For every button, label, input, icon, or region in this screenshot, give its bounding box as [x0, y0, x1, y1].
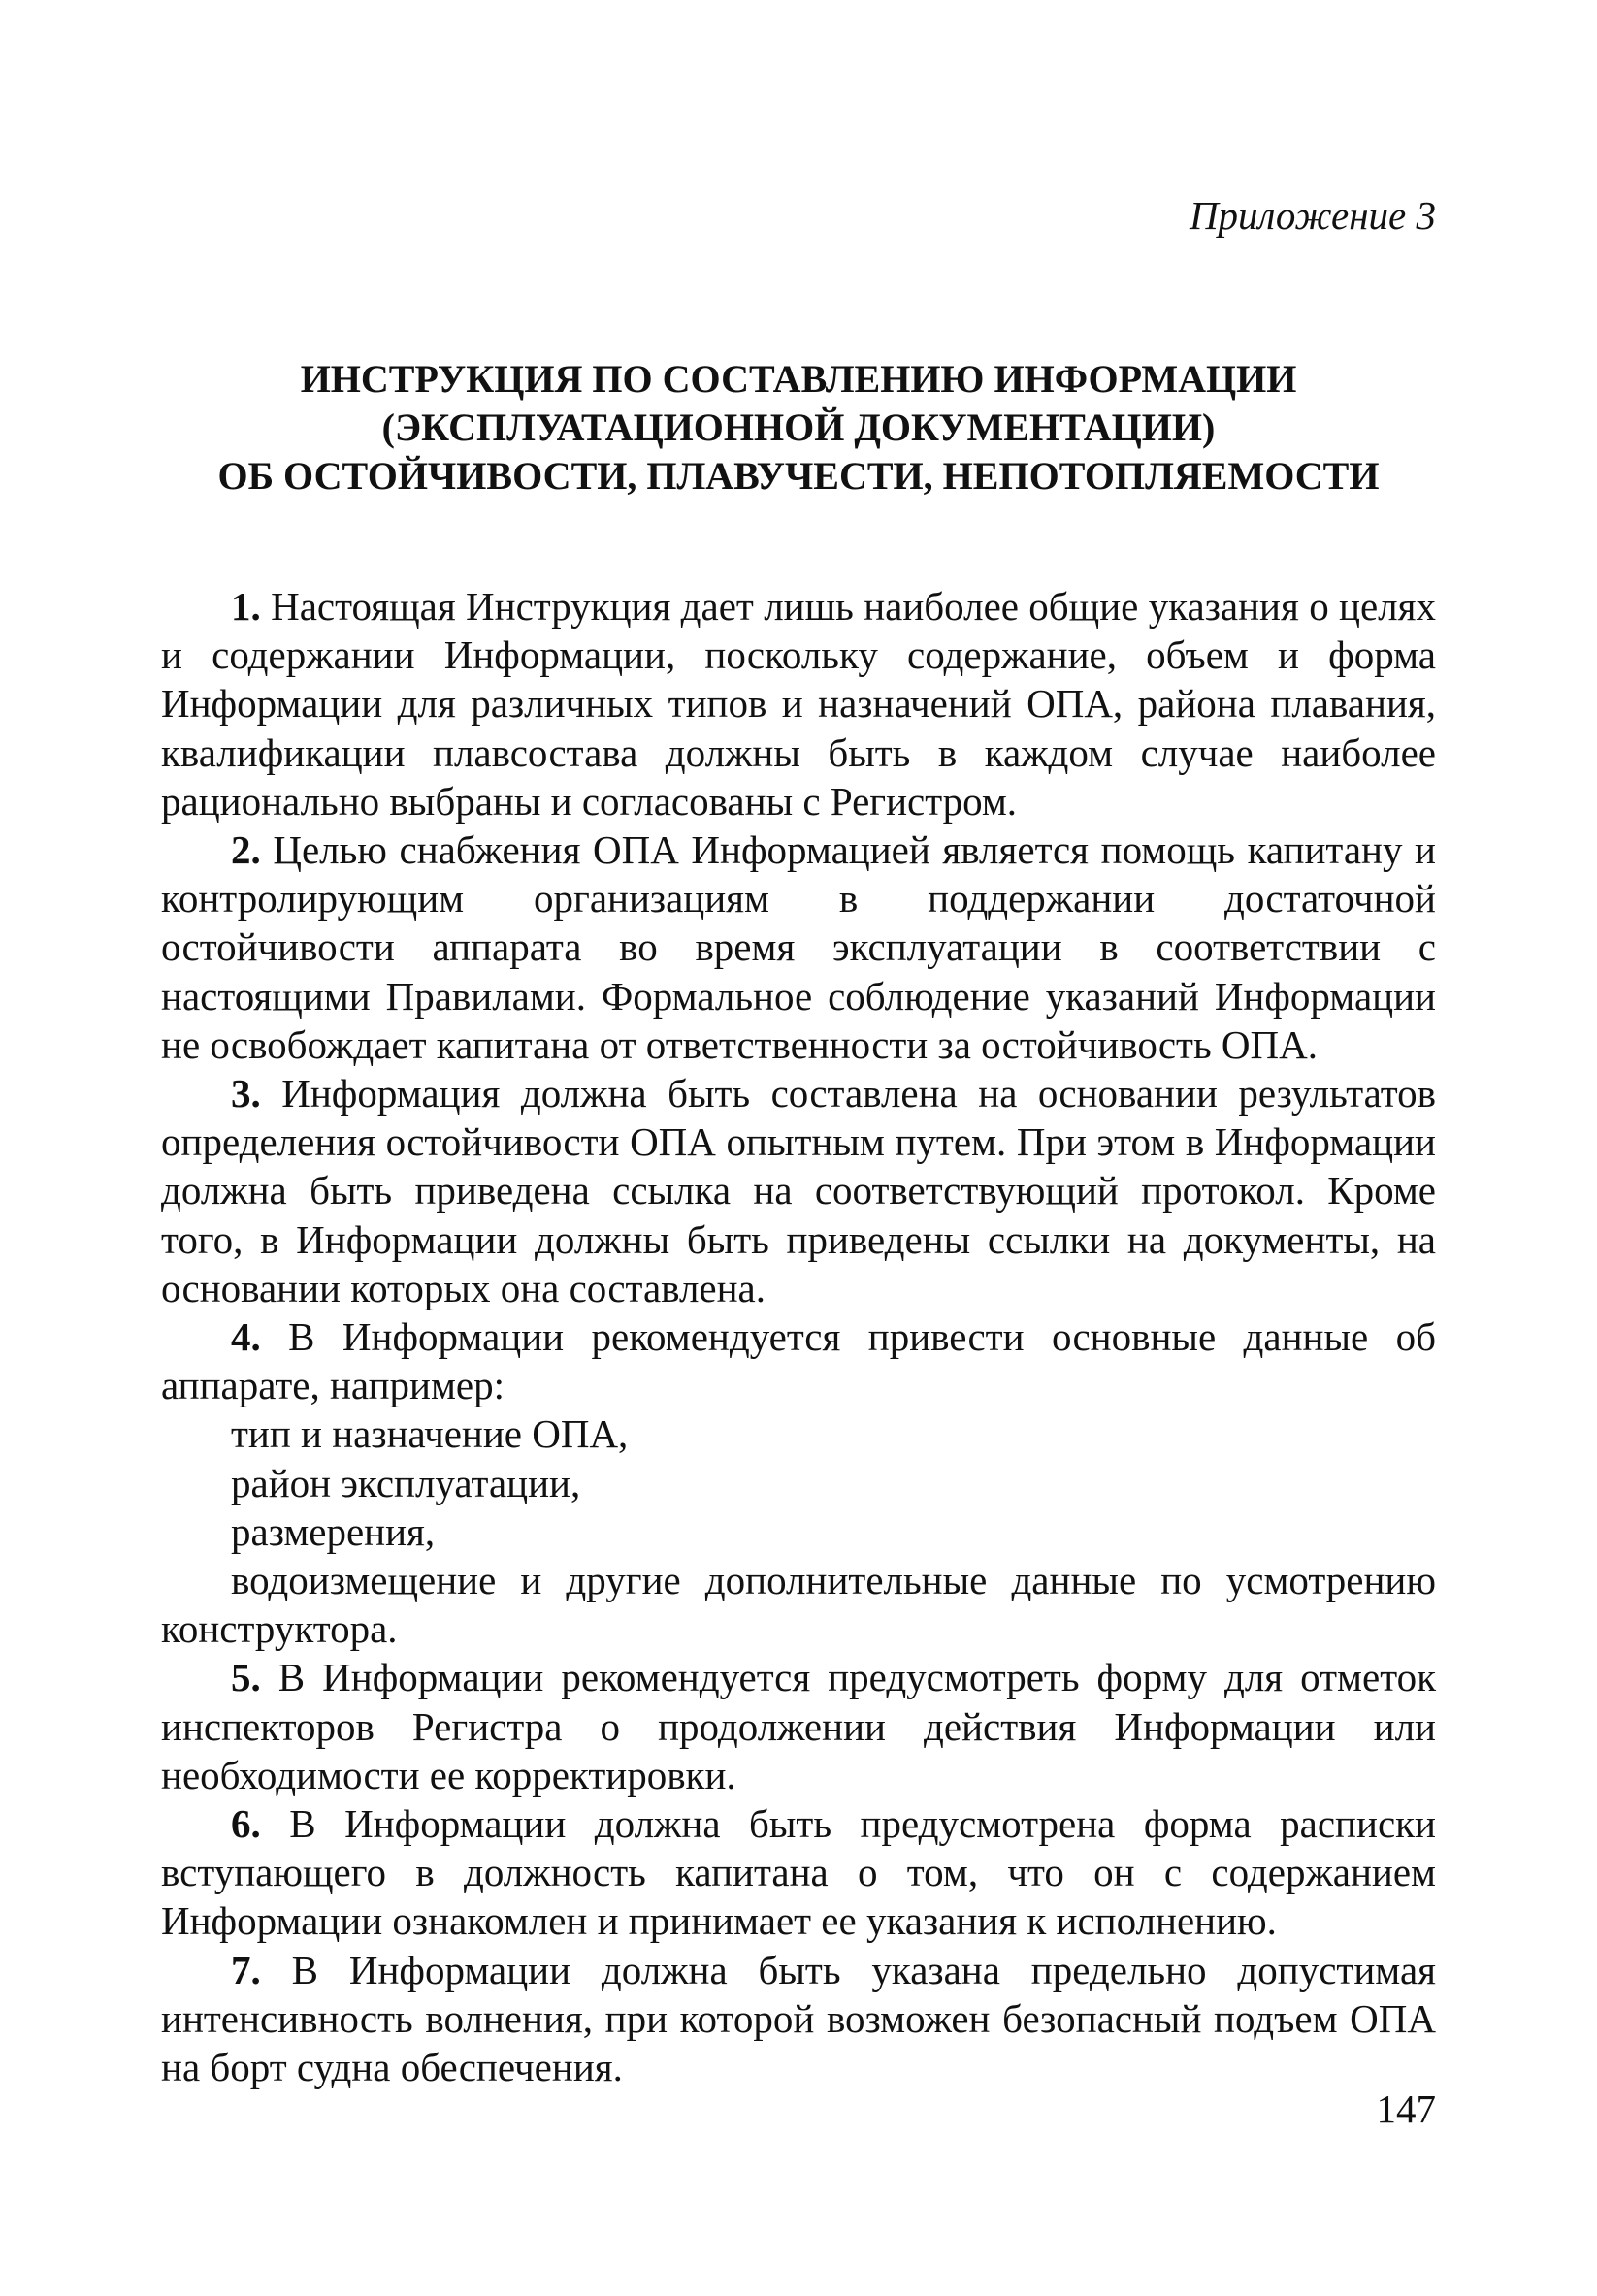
paragraph-2	[161, 825, 1436, 1069]
paragraph-number: 2.	[231, 827, 261, 873]
paragraph-text: В Информации рекомендуется привести основные данные об аппарате, например:	[161, 1314, 1437, 1408]
paragraph-number: 5.	[231, 1655, 261, 1700]
list-item: размерения,	[231, 1508, 436, 1554]
title-line-1: ИНСТРУКЦИЯ ПО СОСТАВЛЕНИЮ ИНФОРМАЦИИ	[300, 357, 1297, 401]
paragraph-7	[161, 1946, 1436, 2092]
title-line-2: (ЭКСПЛУАТАЦИОННОЙ ДОКУМЕНТАЦИИ)	[381, 405, 1216, 449]
paragraph-1	[161, 582, 1436, 825]
document-title	[161, 355, 1436, 501]
paragraph-6	[161, 1799, 1436, 1946]
paragraph-text: Настоящая Инструкция дает лишь наиболее общие указания о целях и содержании Информации, поскольку содержание, объем и форма Информации для различных типов и назначений ОПА, района плавания, квалификации плавсостава должны быть в каждом случае наиболее рационально выбраны и согласованы с Регистром.	[161, 584, 1437, 824]
paragraph-number: 6.	[231, 1801, 261, 1847]
paragraph-text: В Информации должна быть предусмотрена форма расписки вступающего в должность капитана о том, что он с содержанием Информации ознакомлен и принимает ее указания к исполнению.	[161, 1801, 1436, 1944]
title-line-3: ОБ ОСТОЙЧИВОСТИ, ПЛАВУЧЕСТИ, НЕПОТОПЛЯЕМОСТИ	[217, 454, 1380, 498]
document-page	[161, 0, 1436, 2296]
paragraph-number: 4.	[231, 1314, 261, 1360]
list-item: район эксплуатации,	[231, 1460, 581, 1505]
paragraph-number: 1.	[231, 584, 261, 629]
paragraph-number: 3.	[231, 1071, 261, 1116]
paragraph-text: В Информации должна быть указана предельно допустимая интенсивность волнения, при которой возможен безопасный подъем ОПА на борт судна обеспечения.	[161, 1947, 1436, 2090]
paragraph-3	[161, 1069, 1436, 1312]
paragraph-5	[161, 1653, 1436, 1799]
instruction-body	[161, 582, 1436, 2091]
paragraph-text: Информация должна быть составлена на основании результатов определения остойчивости ОПА опытным путем. При этом в Информации должна быть приведена ссылка на соответствующий протокол. Кроме того, в Информации должны быть приведены ссылки на документы, на основании которых она составлена.	[161, 1071, 1436, 1310]
list-item: тип и назначение ОПА,	[231, 1411, 629, 1457]
paragraph-number: 7.	[231, 1947, 261, 1992]
appendix-label: Приложение 3	[1189, 193, 1436, 238]
list-item: водоизмещение и другие дополнительные данные по усмотрению конструктора.	[161, 1558, 1436, 1652]
paragraph-text: В Информации рекомендуется предусмотреть форму для отметок инспекторов Регистра о продолжении действия Информации или необходимости ее корректировки.	[161, 1655, 1436, 1797]
paragraph-4	[161, 1312, 1436, 1409]
page-number: 147	[1376, 2086, 1436, 2131]
paragraph-text: Целью снабжения ОПА Информацией является помощь капитану и контролирующим организациям в поддержании достаточной остойчивости аппарата во время эксплуатации в соответствии с настоящими Правилами. Формальное соблюдение указаний Информации не освобождает капитана от ответственности за остойчивость ОПА.	[161, 827, 1437, 1067]
